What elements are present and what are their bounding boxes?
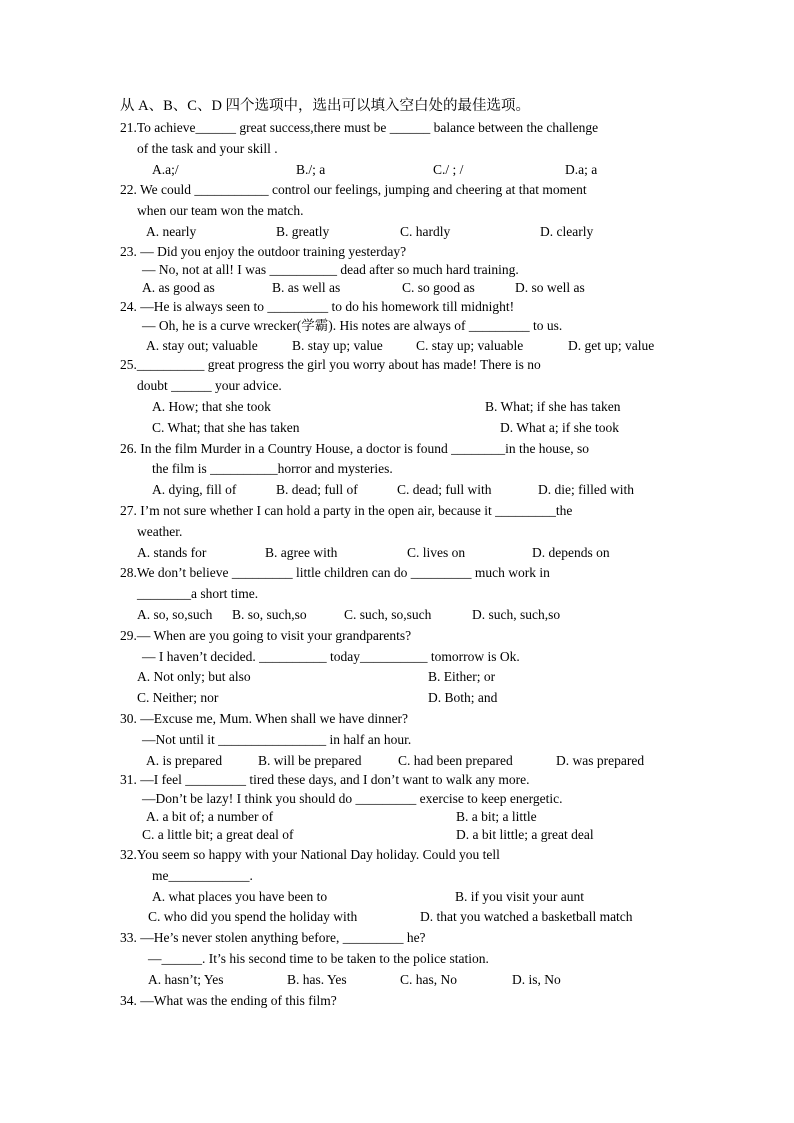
q22-option-d: D. clearly	[540, 224, 594, 239]
q27-stem-cont: weather.	[137, 524, 183, 539]
q31-stem-cont: —Don’t be lazy! I think you should do _________ exercise to keep energetic.	[142, 791, 563, 806]
q21-option-c: C./ ; /	[433, 162, 464, 177]
q27-stem: 27. I’m not sure whether I can hold a party in the open air, because it _________the	[120, 503, 573, 518]
q22-stem: 22. We could ___________ control our feelings, jumping and cheering at that moment	[120, 182, 587, 197]
q25-stem: 25.__________ great progress the girl you worry about has made! There is no	[120, 357, 541, 372]
q33-stem: 33. —He’s never stolen anything before, _________ he?	[120, 930, 426, 945]
q31-option-d: D. a bit little; a great deal	[456, 827, 594, 842]
q29-option-b: B. Either; or	[428, 669, 496, 684]
q22-option-b: B. greatly	[276, 224, 330, 239]
q26-stem: 26. In the film Murder in a Country House, a doctor is found ________in the house, so	[120, 441, 590, 456]
q22-option-c: C. hardly	[400, 224, 451, 239]
q26-option-b: B. dead; full of	[276, 482, 358, 497]
q26-option-d: D. die; filled with	[538, 482, 634, 497]
q25-option-a: A. How; that she took	[152, 399, 271, 414]
q30-option-a: A. is prepared	[146, 753, 223, 768]
q27-option-a: A. stands for	[137, 545, 207, 560]
q30-option-c: C. had been prepared	[398, 753, 513, 768]
q31-option-b: B. a bit; a little	[456, 809, 537, 824]
q23-option-b: B. as well as	[272, 280, 341, 295]
q23-option-c: C. so good as	[402, 280, 475, 295]
q21-option-b: B./; a	[296, 162, 326, 177]
q27-option-c: C. lives on	[407, 545, 466, 560]
q28-option-c: C. such, so,such	[344, 607, 432, 622]
q23-stem: 23. — Did you enjoy the outdoor training yesterday?	[120, 244, 407, 259]
q22-option-a: A. nearly	[146, 224, 197, 239]
q30-stem-cont: —Not until it ________________ in half an hour.	[142, 732, 412, 747]
q29-stem-cont: — I haven’t decided. __________ today__________ tomorrow is Ok.	[142, 649, 520, 664]
q26-stem-cont: the film is __________horror and mysteries.	[152, 461, 393, 476]
q24-option-c: C. stay up; valuable	[416, 338, 524, 353]
q23-option-d: D. so well as	[515, 280, 585, 295]
q32-option-a: A. what places you have been to	[152, 889, 328, 904]
q33-option-c: C. has, No	[400, 972, 457, 987]
q32-option-d: D. that you watched a basketball match	[420, 909, 633, 924]
q25-option-c: C. What; that she has taken	[152, 420, 300, 435]
q27-option-d: D. depends on	[532, 545, 610, 560]
q21-stem-cont: of the task and your skill .	[137, 141, 278, 156]
q33-option-b: B. has. Yes	[287, 972, 347, 987]
q31-stem: 31. —I feel _________ tired these days, and I don’t want to walk any more.	[120, 772, 530, 787]
q24-option-b: B. stay up; value	[292, 338, 383, 353]
q25-option-d: D. What a; if she took	[500, 420, 619, 435]
q30-option-d: D. was prepared	[556, 753, 645, 768]
q25-stem-cont: doubt ______ your advice.	[137, 378, 282, 393]
q29-stem: 29.— When are you going to visit your grandparents?	[120, 628, 412, 643]
q33-option-d: D. is, No	[512, 972, 561, 987]
q33-option-a: A. hasn’t; Yes	[148, 972, 224, 987]
q21-stem: 21.To achieve______ great success,there must be ______ balance between the challenge	[120, 120, 599, 135]
q22-stem-cont: when our team won the match.	[137, 203, 304, 218]
q28-stem-cont: ________a short time.	[137, 586, 259, 601]
q29-option-d: D. Both; and	[428, 690, 498, 705]
q25-option-b: B. What; if she has taken	[485, 399, 621, 414]
q26-option-c: C. dead; full with	[397, 482, 492, 497]
q28-option-d: D. such, such,so	[472, 607, 561, 622]
q32-option-c: C. who did you spend the holiday with	[148, 909, 358, 924]
q32-stem: 32.You seem so happy with your National Day holiday. Could you tell	[120, 847, 500, 862]
q24-option-a: A. stay out; valuable	[146, 338, 258, 353]
instruction: 从 A、B、C、D 四个选项中，选出可以填入空白处的最佳选项。	[120, 98, 531, 114]
q23-stem-cont: — No, not at all! I was __________ dead after so much hard training.	[142, 262, 519, 277]
q24-stem: 24. —He is always seen to _________ to do his homework till midnight!	[120, 299, 515, 314]
q28-option-a: A. so, so,such	[137, 607, 213, 622]
q31-option-a: A. a bit of; a number of	[146, 809, 274, 824]
q28-option-b: B. so, such,so	[232, 607, 307, 622]
q32-option-b: B. if you visit your aunt	[455, 889, 584, 904]
q31-option-c: C. a little bit; a great deal of	[142, 827, 294, 842]
q32-stem-cont: me____________.	[152, 868, 253, 883]
q30-stem: 30. —Excuse me, Mum. When shall we have dinner?	[120, 711, 409, 726]
q24-option-d: D. get up; value	[568, 338, 655, 353]
q29-option-a: A. Not only; but also	[137, 669, 251, 684]
q24-stem-cont: — Oh, he is a curve wrecker(学霸). His notes are always of _________ to us.	[142, 318, 563, 333]
q34-stem: 34. —What was the ending of this film?	[120, 993, 337, 1008]
q30-option-b: B. will be prepared	[258, 753, 362, 768]
q33-stem-cont: —______. It’s his second time to be taken to the police station.	[148, 951, 489, 966]
q27-option-b: B. agree with	[265, 545, 338, 560]
q23-option-a: A. as good as	[142, 280, 215, 295]
q29-option-c: C. Neither; nor	[137, 690, 219, 705]
q21-option-a: A.a;/	[152, 162, 179, 177]
q28-stem: 28.We don’t believe _________ little children can do _________ much work in	[120, 565, 550, 580]
q21-option-d: D.a; a	[565, 162, 598, 177]
q26-option-a: A. dying, fill of	[152, 482, 237, 497]
